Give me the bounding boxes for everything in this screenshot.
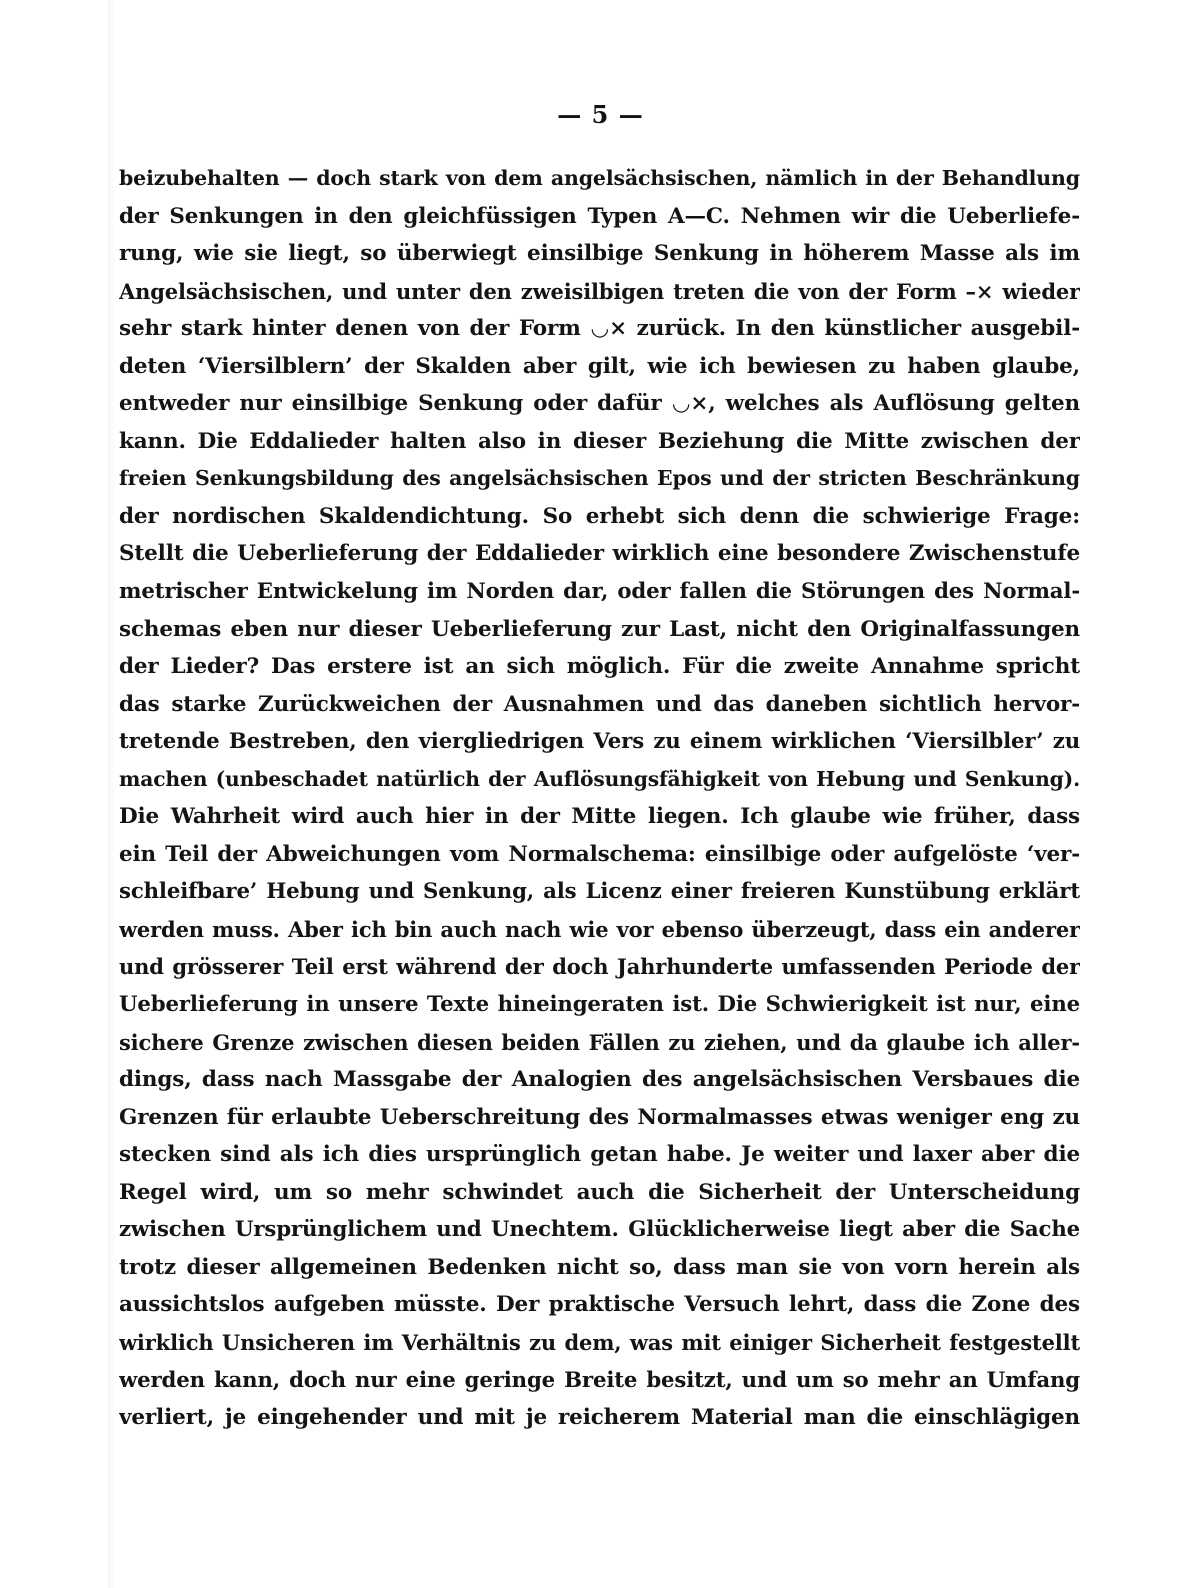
text-line-5: sehr stark hinter denen von der Form ◡× zurück. In den künstlicher ausgebil- [119, 316, 1080, 342]
text-line-25: dings, dass nach Massgabe der Analogien des angelsächsischen Versbaues die [119, 1067, 1080, 1093]
text-line-14: der Lieder? Das erstere ist an sich möglich. Für die zweite Annahme spricht [119, 654, 1080, 680]
text-line-8: kann. Die Eddalieder halten also in dieser Beziehung die Mitte zwischen der [119, 428, 1080, 454]
text-line-22: und grösserer Teil erst während der doch Jahrhunderte umfassenden Periode der [119, 954, 1080, 980]
text-line-9: freien Senkungsbildung des angelsächsischen Epos und der stricten Beschränkung [119, 466, 1080, 491]
text-line-30: trotz dieser allgemeinen Bedenken nicht so, dass man sie von vorn herein als [119, 1254, 1080, 1280]
text-line-27: stecken sind als ich dies ursprünglich getan habe. Je weiter und laxer aber die [119, 1142, 1080, 1168]
page-number: — 5 — [557, 100, 644, 129]
text-line-29: zwischen Ursprünglichem und Unechtem. Glücklicherweise liegt aber die Sache [119, 1217, 1080, 1243]
text-line-3: rung, wie sie liegt, so überwiegt einsilbige Senkung in höherem Masse als im [119, 241, 1080, 267]
text-line-13: schemas eben nur dieser Ueberlieferung zur Last, nicht den Originalfassungen [119, 616, 1080, 642]
text-line-4: Angelsächsischen, und unter den zweisilbigen treten die von der Form –× wieder [119, 278, 1080, 304]
text-line-2: der Senkungen in den gleichfüssigen Typen A—C. Nehmen wir die Ueberliefe- [119, 203, 1080, 229]
text-line-19: ein Teil der Abweichungen vom Normalschema: einsilbige oder aufgelöste ‘ver- [119, 841, 1080, 867]
text-line-26: Grenzen für erlaubte Ueberschreitung des Normalmasses etwas weniger eng zu [119, 1104, 1080, 1130]
text-line-1: beizubehalten — doch stark von dem angelsächsischen, nämlich in der Behandlung [119, 166, 1080, 190]
text-line-21: werden muss. Aber ich bin auch nach wie vor ebenso überzeugt, dass ein anderer [119, 916, 1080, 942]
text-line-33: werden kann, doch nur eine geringe Breite besitzt, und um so mehr an Umfang [119, 1367, 1080, 1393]
text-line-32: wirklich Unsicheren im Verhältnis zu dem, was mit einiger Sicherheit festgestellt [119, 1329, 1080, 1355]
text-line-34: verliert, je eingehender und mit je reicherem Material man die einschlägigen [119, 1405, 1080, 1431]
scan-margin-shade [108, 0, 116, 1588]
text-line-28: Regel wird, um so mehr schwindet auch die Sicherheit der Unterscheidung [119, 1179, 1080, 1205]
text-line-11: Stellt die Ueberlieferung der Eddalieder wirklich eine besondere Zwischenstufe [119, 541, 1080, 567]
text-line-15: das starke Zurückweichen der Ausnahmen und das daneben sichtlich hervor- [119, 691, 1080, 717]
text-line-31: aussichtslos aufgeben müsste. Der praktische Versuch lehrt, dass die Zone des [119, 1292, 1080, 1318]
text-line-23: Ueberlieferung in unsere Texte hineingeraten ist. Die Schwierigkeit ist nur, eine [119, 992, 1080, 1018]
text-line-12: metrischer Entwickelung im Norden dar, oder fallen die Störungen des Normal- [119, 579, 1080, 605]
text-line-6: deten ‘Viersilblern’ der Skalden aber gilt, wie ich bewiesen zu haben glaube, [119, 353, 1080, 379]
text-line-20: schleifbare’ Hebung und Senkung, als Licenz einer freieren Kunstübung erklärt [119, 879, 1080, 905]
body-text [119, 160, 1080, 1437]
text-line-17: machen (unbeschadet natürlich der Auflösungsfähigkeit von Hebung und Senkung). [119, 766, 1080, 791]
text-line-7: entweder nur einsilbige Senkung oder dafür ◡×, welches als Auflösung gelten [119, 391, 1080, 417]
text-line-18: Die Wahrheit wird auch hier in der Mitte liegen. Ich glaube wie früher, dass [119, 804, 1080, 830]
text-line-24: sichere Grenze zwischen diesen beiden Fällen zu ziehen, und da glaube ich aller- [119, 1029, 1080, 1055]
text-line-16: tretende Bestreben, den viergliedrigen Vers zu einem wirklichen ‘Viersilbler’ zu [119, 729, 1080, 755]
text-line-10: der nordischen Skaldendichtung. So erhebt sich denn die schwierige Frage: [119, 503, 1080, 529]
